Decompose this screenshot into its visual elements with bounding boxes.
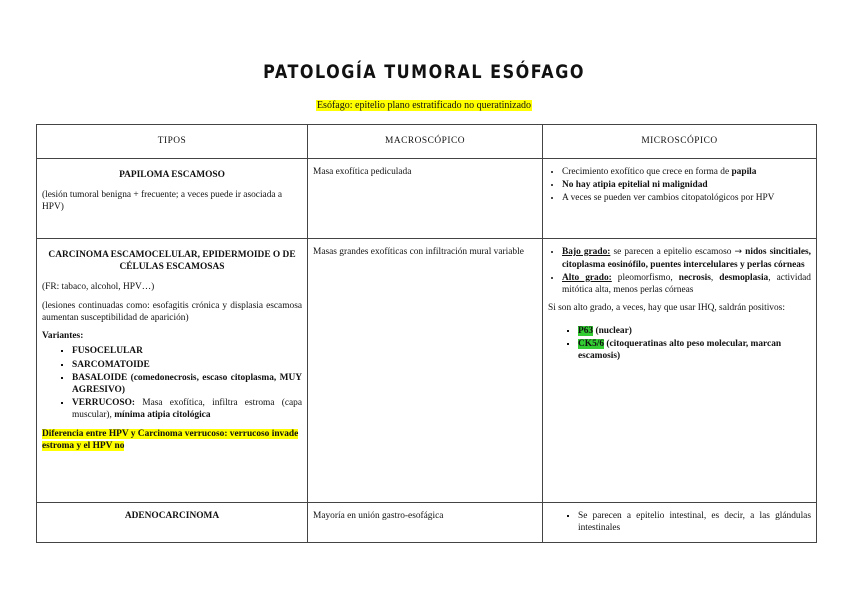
- list-item: [72, 397, 302, 421]
- carcinoma-lesiones: (lesiones continuadas como: esofagitis crónica y displasia escamosa aumentan susceptibilidad de aparición): [42, 300, 302, 323]
- list-item: [578, 338, 811, 362]
- list-item: ▪ Se parecen a epitelio intestinal, es decir, a las glándulas intestinales: [578, 510, 811, 534]
- ihq-list: [548, 325, 811, 363]
- bajo-grado-label: Bajo grado:: [562, 247, 611, 257]
- arrow-right-icon: →: [734, 247, 743, 257]
- header-microscopico: MICROSCÓPICO: [543, 125, 817, 159]
- adeno-micro: [543, 503, 817, 543]
- micro-text: ,: [710, 272, 720, 283]
- list-item: [562, 272, 811, 296]
- marker-p63: P63: [578, 325, 594, 336]
- papiloma-name: PAPILOMA ESCAMOSO: [119, 170, 225, 180]
- variant-name: FUSOCELULAR: [72, 346, 143, 357]
- micro-bold: necrosis: [678, 272, 711, 283]
- variantes-label: Variantes:: [42, 331, 84, 342]
- adeno-tipo: [37, 503, 308, 543]
- list-item: [72, 372, 302, 396]
- header-row: [37, 125, 817, 159]
- alto-grado-label: Alto grado:: [562, 272, 612, 283]
- carcinoma-name: CARCINOMA ESCAMOCELULAR, EPIDERMOIDE O DE CÉLULAS ESCAMOSAS: [48, 250, 296, 273]
- header-macroscopico: MACROSCÓPICO: [308, 125, 543, 159]
- adeno-macro-text: Mayoría en unión gastro-esofágica: [313, 511, 444, 521]
- variant-detail-bold: mínima atipia citológica: [114, 410, 211, 421]
- micro-bold: nidos sincitiales, citoplasma eosinófilo, puentes intercelulares y perlas córneas: [562, 247, 811, 270]
- carcinoma-fr: (FR: tabaco, alcohol, HPV…): [42, 282, 155, 293]
- page-title: PATOLOGÍA TUMORAL ESÓFAGO: [263, 60, 585, 83]
- row-adenocarcinoma: [37, 503, 817, 543]
- papiloma-macro-text: Masa exofítica pediculada: [313, 167, 412, 177]
- list-item: [562, 192, 811, 204]
- subtitle-highlight: Esófago: epitelio plano estratificado no queratinizado: [316, 100, 532, 111]
- adeno-micro-list: [548, 510, 811, 534]
- variant-detail: Masa exofítica, infiltra estroma (capa muscular),: [72, 398, 302, 421]
- subtitle: [0, 100, 848, 111]
- micro-text: se parecen a epitelio escamoso: [610, 247, 735, 257]
- carcinoma-micro-list: [548, 246, 811, 296]
- marker-detail: (citoqueratinas alto peso molecular, marcan escamosis): [578, 338, 782, 361]
- micro-text: pleomorfismo,: [611, 272, 679, 283]
- papiloma-note: (lesión tumoral benigna + frecuente; a veces puede ir asociada a HPV): [42, 190, 283, 213]
- pathology-table: [36, 124, 817, 543]
- adeno-name: ADENOCARCINOMA: [124, 511, 220, 521]
- variant-name: VERRUCOSO:: [72, 398, 136, 409]
- header-tipos: TIPOS: [37, 125, 308, 159]
- variantes-list: [42, 345, 302, 421]
- micro-bold: desmoplasia: [719, 272, 769, 283]
- list-item: [562, 246, 811, 271]
- list-item: [72, 359, 302, 371]
- carcinoma-micro: [543, 239, 817, 503]
- variant-detail: (comedonecrosis, escaso citoplasma, MUY AGRESIVO): [72, 372, 302, 395]
- carcinoma-tipo: [37, 239, 308, 503]
- ihq-note: Si son alto grado, a veces, hay que usar IHQ, saldrán positivos:: [548, 303, 785, 314]
- list-item: [578, 325, 811, 337]
- carcinoma-macro-text: Masas grandes exofíticas con infiltración mural variable: [313, 247, 524, 257]
- list-item: [562, 166, 811, 178]
- micro-text: Crecimiento exofítico que crece en forma de: [562, 167, 732, 177]
- list-item: [562, 179, 811, 191]
- papiloma-micro: [543, 159, 817, 239]
- micro-text: A veces se pueden ver cambios citopatológicos por HPV: [562, 193, 775, 204]
- diferencia-note: Diferencia entre HPV y Carcinoma verrucoso: verrucoso invade estroma y el HPV no: [42, 428, 299, 451]
- carcinoma-macro: [308, 239, 543, 503]
- row-carcinoma: [37, 239, 817, 503]
- adeno-macro: [308, 503, 543, 543]
- marker-ck56: CK5/6: [578, 338, 605, 349]
- variant-name: SARCOMATOIDE: [72, 359, 150, 370]
- micro-bold: No hay atipia epitelial ni malignidad: [562, 180, 708, 191]
- micro-text: , actividad mitótica alta, menos perlas córneas: [562, 272, 811, 296]
- papiloma-tipo: [37, 159, 308, 239]
- papiloma-micro-list: [548, 166, 811, 205]
- micro-bold: papila: [731, 167, 757, 177]
- list-item: [72, 345, 302, 357]
- papiloma-macro: [308, 159, 543, 239]
- variant-name: BASALOIDE: [72, 372, 128, 383]
- marker-detail: (nuclear): [593, 325, 632, 336]
- row-papiloma: [37, 159, 817, 239]
